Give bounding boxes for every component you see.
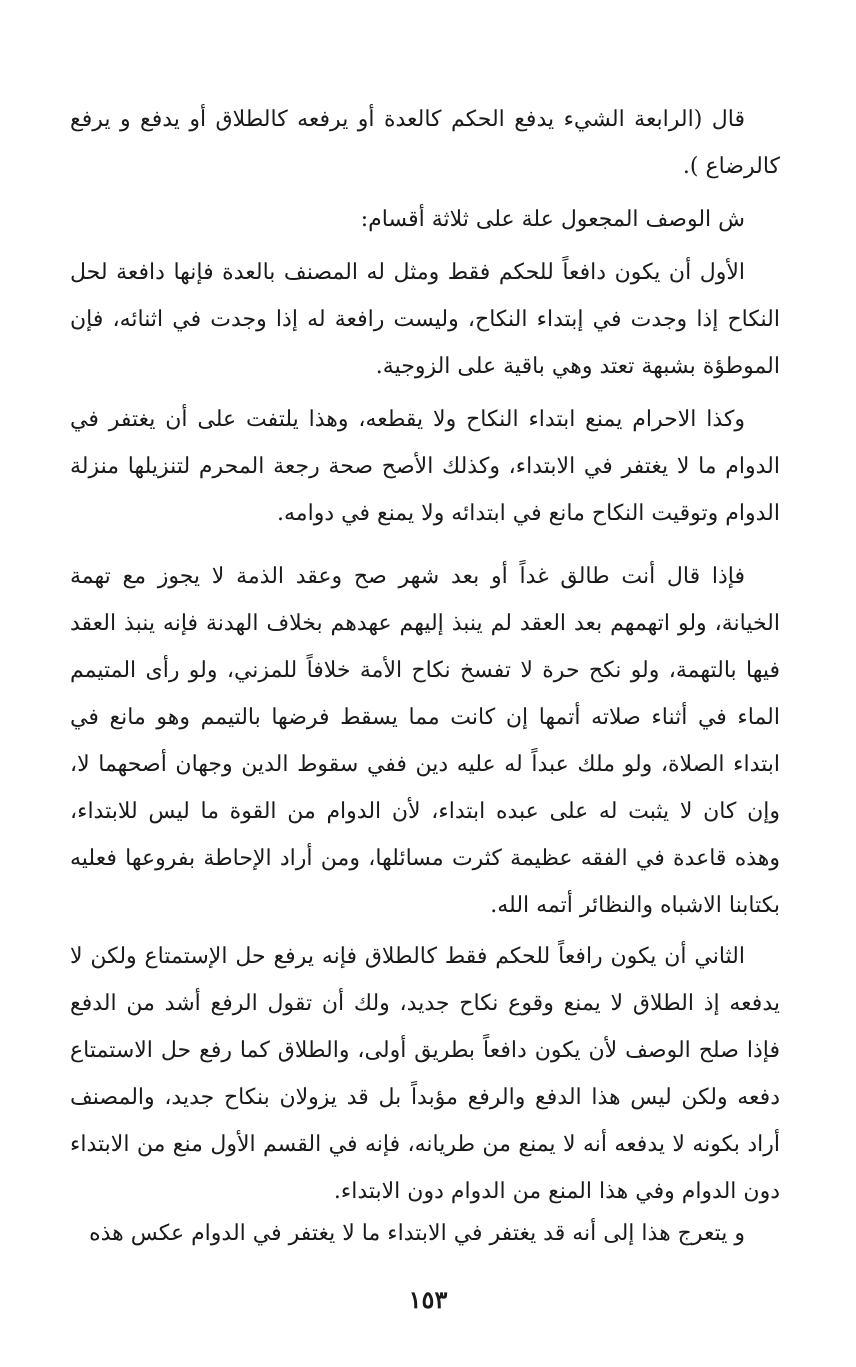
paragraph-continuation: و يتعرج هذا إلى أنه قد يغتفر في الابتداء ما لا يغتفر في الدوام عكس هذه — [89, 1221, 745, 1246]
paragraph-rule-four: قال (الرابعة الشيء يدفع الحكم كالعدة أو يرفعه كالطلاق أو يدفع و يرفع كالرضاع ). — [70, 107, 780, 179]
paragraph-ihram-example: وكذا الاحرام يمنع ابتداء النكاح ولا يقطعه، وهذا يلتفت على أن يغتفر في الدوام ما لا يغتفر في الابتداء، وكذلك الأصح صحة رجعة المحرم لتنزيلها منزلة الدوام وتوقيت النكاح مانع في ابتدائه ولا يمنع في دوامه. — [70, 407, 780, 526]
paragraph-second-type: الثاني أن يكون رافعاً للحكم فقط كالطلاق فإنه يرفع حل الإستمتاع ولكن لا يدفعه إذ الطلاق لا يمنع وقوع نكاح جديد، ولك أن تقول الرفع أشد من الدفع فإذا صلح الوصف لأن يكون دافعاً بطريق أولى، والطلاق كما رفع حل الاستمتاع دفعه ولكن ليس هذا الدفع والرفع مؤبداً بل قد يزولان بنكاح جديد، والمصنف أراد بكونه لا يدفعه أنه لا يمنع من طريانه، فإنه في القسم الأول منع من الابتداء دون الدوام وفي هذا المنع من الدوام دون الابتداء. — [70, 944, 780, 1204]
page-number: ١٥٣ — [408, 1285, 448, 1314]
paragraph-commentary-intro: ش الوصف المجعول علة على ثلاثة أقسام: — [360, 207, 745, 232]
paragraph-further-examples: فإذا قال أنت طالق غداً أو بعد شهر صح وعقد الذمة لا يجوز مع تهمة الخيانة، ولو اتهمهم بعد العقد لم ينبذ إليهم عهدهم بخلاف الهدنة فإنه ينبذ العقد فيها بالتهمة، ولو نكح حرة لا تفسخ نكاح الأمة خلافاً للمزني، ولو رأى المتيمم الماء في أثناء صلاته أتمها إن كانت مما يسقط فرضها بالتيمم وهو مانع في ابتداء الصلاة، ولو ملك عبداً له عليه دين ففي سقوط الدين وجهان أصحهما لا، وإن كان لا يثبت له على عبده ابتداء، لأن الدوام من القوة ما ليس للابتداء، وهذه قاعدة في الفقه عظيمة كثرت مسائلها، ومن أراد الإحاطة بفروعها فعليه بكتابنا الاشباه والنظائر أتمه الله. — [70, 564, 781, 918]
paragraph-first-type: الأول أن يكون دافعاً للحكم فقط ومثل له المصنف بالعدة فإنها دافعة لحل النكاح إذا وجدت في إبتداء النكاح، وليست رافعة له إذا وجدت في اثنائه، فإن الموطؤة بشبهة تعتد وهي باقية على الزوجية. — [70, 260, 780, 379]
